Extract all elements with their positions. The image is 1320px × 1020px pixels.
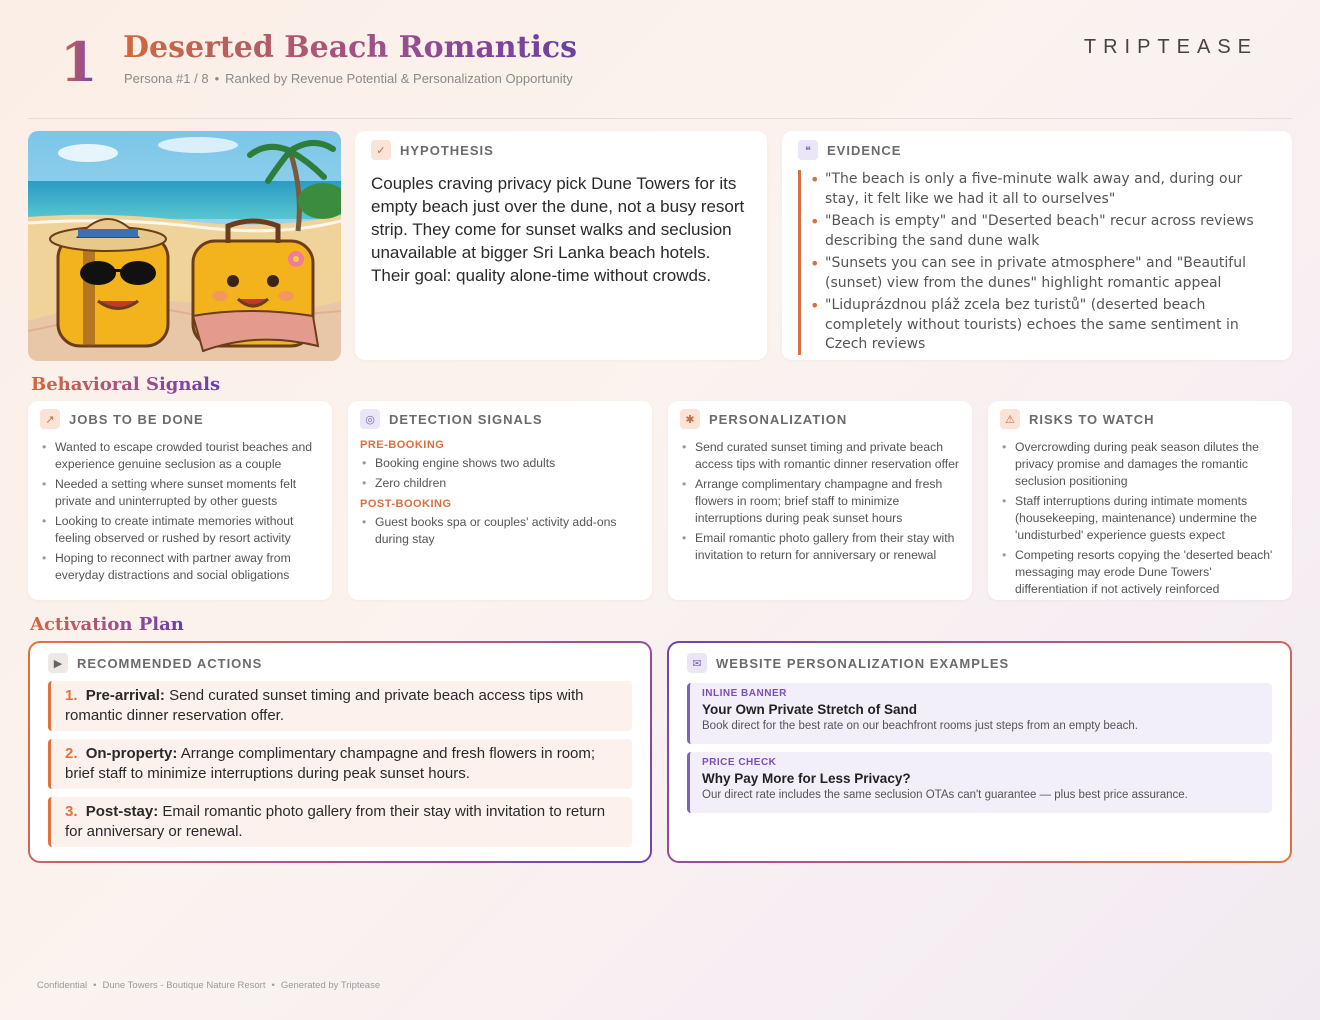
list-item: • Email romantic photo gallery from their stay with invitation to return for anniversary or renewal [680, 530, 960, 564]
risks-card [988, 401, 1292, 600]
post-booking-list [360, 514, 640, 548]
evidence-header [798, 140, 1276, 160]
play-icon: ▶ [48, 653, 68, 673]
hypothesis-card [355, 131, 767, 360]
web-label: WEBSITE PERSONALIZATION EXAMPLES [716, 655, 1010, 671]
action-lead: Post-stay: [85, 803, 159, 820]
example-heading: Why Pay More for Less Privacy? [702, 771, 911, 786]
example-description: Our direct rate includes the same seclusion OTAs can't guarantee — plus best price assurance. [702, 789, 1188, 801]
evidence-item: • "Liduprázdnou pláž zcela bez turistů" (deserted beach completely without tourists) echoes the same sentiment in Czech reviews [825, 296, 1276, 355]
example-description: Book direct for the best rate on our beachfront rooms just steps from an empty beach. [702, 720, 1138, 732]
evidence-card [782, 131, 1292, 360]
actions-label: RECOMMENDED ACTIONS [77, 655, 263, 671]
jobs-label: JOBS TO BE DONE [69, 411, 204, 427]
warning-icon: ⚠ [1000, 409, 1020, 429]
action-item [48, 739, 632, 789]
evidence-item: • "Sunsets you can see in private atmosphere" and "Beautiful (sunset) view from the dunes" highlight romantic appeal [825, 254, 1276, 293]
list-item: • Staff interruptions during intimate moments (housekeeping, maintenance) undermine the 'undisturbed' experience guests expect [1000, 493, 1280, 544]
envelope-icon: ✉ [687, 653, 707, 673]
personalization-card [668, 401, 972, 600]
list-item: • Guest books spa or couples' activity add-ons during stay [360, 514, 640, 548]
action-number: 1. [65, 687, 78, 704]
risks-label: RISKS TO WATCH [1029, 411, 1155, 427]
hero-illustration [28, 131, 341, 361]
website-personalization-card [667, 641, 1292, 863]
list-item: • Hoping to reconnect with partner away from everyday distractions and social obligations [40, 550, 320, 584]
evidence-label: EVIDENCE [827, 142, 902, 158]
footer-confidential: Confidential [37, 980, 88, 991]
actions-header [48, 653, 632, 673]
jobs-list [40, 439, 320, 584]
personalization-header [680, 409, 960, 429]
hypothesis-text: Couples craving privacy pick Dune Towers for its empty beach just over the dune, not a busy resort strip. They come for sunset walks and seclusion unavailable at bigger Sri Lanka beach hotels. Their goal: quality alone-time without crowds. [371, 174, 745, 285]
page-subtitle: Persona #1 / 8 • Ranked by Revenue Potential & Personalization Opportunity [124, 71, 573, 86]
list-item: • Looking to create intimate memories without feeling observed or rushed by resort activity [40, 513, 320, 547]
pre-booking-list [360, 455, 640, 492]
example-tag: PRICE CHECK [702, 757, 777, 768]
risks-list [1000, 439, 1280, 598]
list-item: • Send curated sunset timing and private beach access tips with romantic dinner reservation offer [680, 439, 960, 473]
evidence-item: • "Beach is empty" and "Deserted beach" recur across reviews describing the sand dune walk [825, 212, 1276, 251]
list-item: • Zero children [360, 475, 640, 492]
footer-generated: Generated by Triptease [280, 980, 381, 991]
arrow-up-right-icon: ↗ [40, 409, 60, 429]
jobs-header [40, 409, 320, 429]
action-text: Send curated sunset timing and private beach access tips with romantic dinner reservation offer. [65, 687, 584, 724]
action-number: 3. [65, 803, 78, 820]
list-item: • Needed a setting where sunset moments felt private and uninterrupted by other guests [40, 476, 320, 510]
detection-header [360, 409, 640, 429]
web-example-price-check [687, 752, 1272, 813]
personalization-list [680, 439, 960, 564]
footer-property: Dune Towers - Boutique Nature Resort [102, 980, 266, 991]
evidence-item: • "The beach is only a five-minute walk away and, during our stay, it felt like we had it all to ourselves" [825, 170, 1276, 209]
list-item: • Wanted to escape crowded tourist beaches and experience genuine seclusion as a couple [40, 439, 320, 473]
action-text: Email romantic photo gallery from their stay with invitation to return for anniversary or renewal. [65, 803, 606, 840]
sparkle-icon: ✱ [680, 409, 700, 429]
brand-logo: TRIPTEASE [1083, 36, 1258, 58]
action-number: 2. [65, 745, 78, 762]
list-item: • Overcrowding during peak season dilutes the privacy promise and damages the romantic seclusion positioning [1000, 439, 1280, 490]
web-header [687, 653, 1272, 673]
personalization-label: PERSONALIZATION [709, 411, 848, 427]
hypothesis-header [371, 140, 751, 160]
page-title: Deserted Beach Romantics [123, 30, 577, 65]
header-divider [28, 118, 1292, 119]
persona-rank: 1 [60, 30, 98, 94]
evidence-list [798, 170, 1276, 355]
activation-plan-title: Activation Plan [30, 614, 184, 635]
quote-icon: ❝ [798, 140, 818, 160]
detection-label: DETECTION SIGNALS [389, 411, 543, 427]
example-heading: Your Own Private Stretch of Sand [702, 702, 918, 717]
action-text: Arrange complimentary champagne and fresh flowers in room; brief staff to minimize interruptions during peak sunset hours. [65, 745, 596, 782]
list-item: • Booking engine shows two adults [360, 455, 640, 472]
detection-card [348, 401, 652, 600]
target-icon: ◎ [360, 409, 380, 429]
ranking-note: Ranked by Revenue Potential & Personalization Opportunity [225, 71, 573, 86]
post-booking-label: POST-BOOKING [360, 498, 452, 510]
page-header [0, 0, 1320, 120]
action-item [48, 797, 632, 847]
hypothesis-label: HYPOTHESIS [400, 142, 494, 158]
action-lead: Pre-arrival: [85, 687, 165, 704]
risks-header [1000, 409, 1280, 429]
example-tag: INLINE BANNER [702, 688, 787, 699]
recommended-actions-card [28, 641, 652, 863]
page-footer: Confidential • Dune Towers - Boutique Nature Resort • Generated by Triptease [37, 980, 381, 991]
jobs-card [28, 401, 332, 600]
action-lead: On-property: [85, 745, 178, 762]
action-item [48, 681, 632, 731]
checkmark-icon: ✓ [371, 140, 391, 160]
persona-count: Persona #1 / 8 [124, 71, 209, 86]
web-example-inline-banner [687, 683, 1272, 744]
list-item: • Competing resorts copying the 'deserted beach' messaging may erode Dune Towers' differentiation if not actively reinforced [1000, 547, 1280, 598]
list-item: • Arrange complimentary champagne and fresh flowers in room; brief staff to minimize interruptions during peak sunset hours [680, 476, 960, 527]
pre-booking-label: PRE-BOOKING [360, 439, 445, 451]
behavioral-signals-title: Behavioral Signals [31, 374, 221, 395]
